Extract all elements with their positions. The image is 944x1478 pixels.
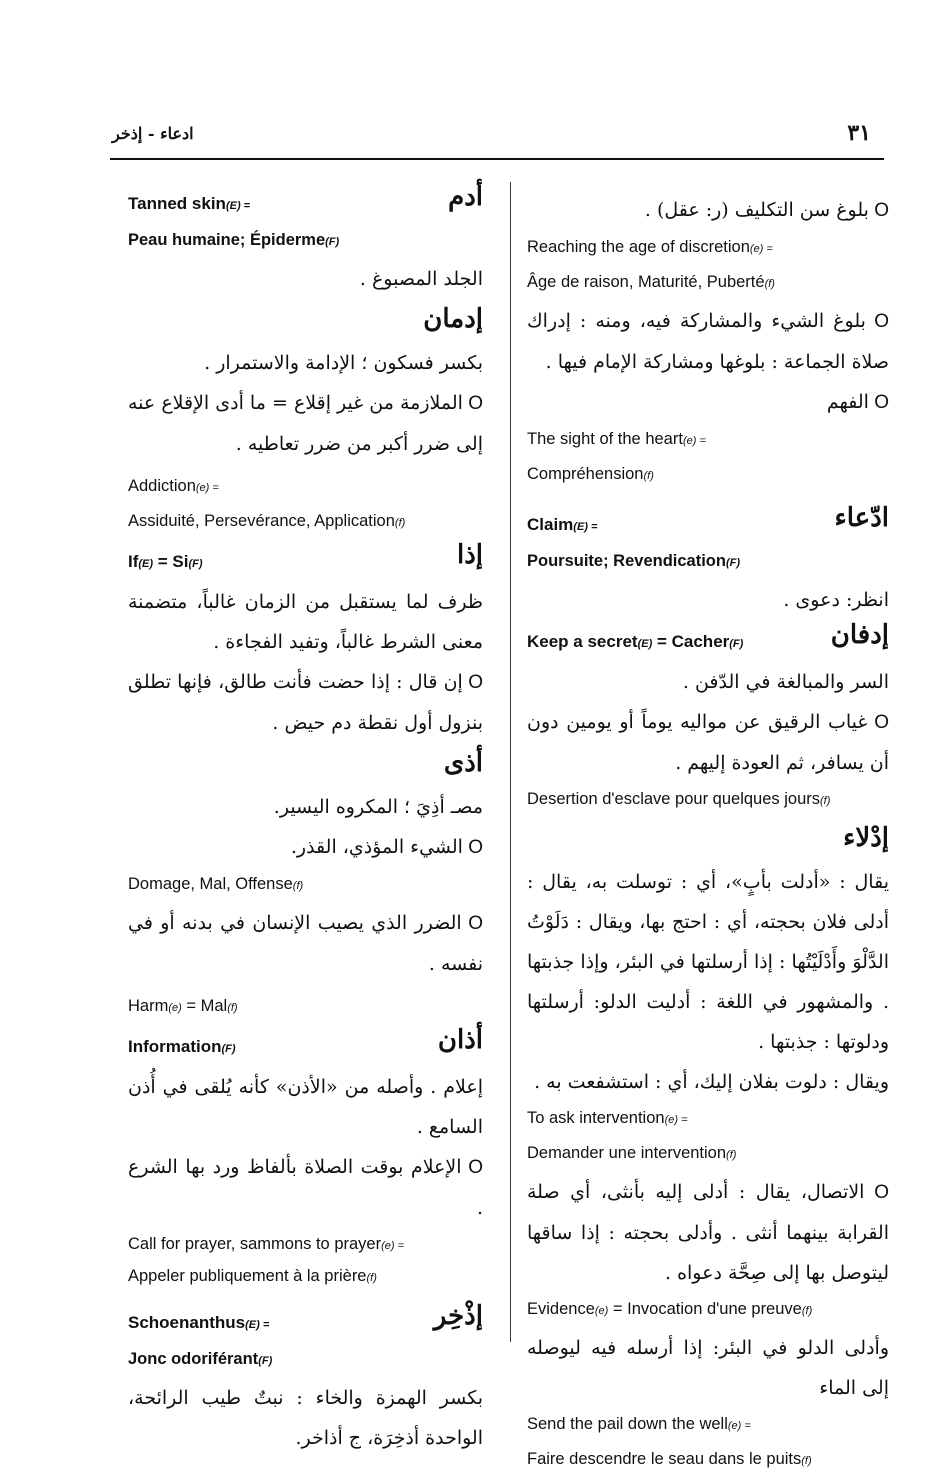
entry-iddia <box>527 503 889 620</box>
arabic-definition: مصـ أذِيَ ؛ المكروه اليسير. <box>273 796 483 818</box>
arabic-definition: الجلد المصبوغ . <box>359 268 483 290</box>
arabic-definition: السر والمبالغة في الدّفن . <box>682 671 889 693</box>
arabic-definition: O الملازمة من غير إقلاع = ما أدى الإقلاع عنه إلى ضرر أكبر من ضرر تعاطيه . <box>128 383 483 464</box>
french-term: Assiduité, Persevérance, Application(f) <box>128 512 406 530</box>
french-term: Appeler publiquement à la prière(f) <box>128 1267 377 1285</box>
french-term: Compréhension(f) <box>527 465 654 483</box>
header-rule <box>110 158 884 160</box>
french-term: Âge de raison, Maturité, Puberté(f) <box>527 273 775 291</box>
headword: إذْخِر <box>433 1301 483 1331</box>
english-term: Call for prayer, sammons to prayer(e) = <box>128 1235 405 1253</box>
french-term: Peau humaine; Épiderme(F) <box>128 231 340 249</box>
headword: إدفان <box>830 620 889 650</box>
term-equivalence: Keep a secret(E) = Cacher(F) <box>527 632 744 651</box>
french-term: Jonc odoriférant(F) <box>128 1350 273 1368</box>
entry-idman <box>128 299 483 540</box>
entry-idfan <box>527 620 889 818</box>
english-term: Tanned skin(E) = <box>128 194 251 213</box>
english-term: The sight of the heart(e) = <box>527 430 706 448</box>
arabic-definition: ويقال : دلوت بفلان إليك، أي : استشفعت به . <box>534 1071 889 1093</box>
entry-idha <box>128 540 483 743</box>
entry-adam <box>128 182 483 299</box>
arabic-definition: وأدلى الدلو في البئر: إذا أرسله فيه ليوصله إلى الماء <box>527 1337 889 1399</box>
arabic-definition: يقال : «أدلت بأبٍ»، أي : توسلت به، يقال : أدلى فلان بحجته، أي : احتج بها، ويقال : دَلَوْتُ الدَّلْوَ وأَدْلَيْتُها : إذا أرسلتها في البئر، وإذا جذبتها . والمشهور في اللغة : أدليت الدلو: أرسلتها ودلوتها : جذبتها . <box>527 871 889 1053</box>
arabic-definition: O بلوغ سن التكليف (ر: عقل) . <box>527 190 889 231</box>
arabic-definition: انظر: دعوى . <box>783 589 889 611</box>
page-number: ٣١ <box>847 120 871 146</box>
english-term: Schoenanthus(E) = <box>128 1313 270 1332</box>
arabic-definition: ظرف لما يستقبل من الزمان غالباً، متضمنة معنى الشرط غالباً، وتفيد الفجاءة . <box>128 591 483 653</box>
entry-adha <box>128 743 483 1025</box>
right-column <box>527 190 889 1478</box>
french-term: Demander une intervention(f) <box>527 1144 737 1162</box>
english-term: Information(F) <box>128 1037 236 1056</box>
headword: إذا <box>456 540 483 570</box>
arabic-definition: O إن قال : إذا حضت فأنت طالق، فإنها تطلق بنزول أول نقطة دم حيض . <box>128 662 483 743</box>
arabic-definition: O غياب الرقيق عن مواليه يوماً أو يومين دون أن يسافر، ثم العودة إليهم . <box>527 702 889 783</box>
term-equivalence: Harm(e) = Mal(f) <box>128 997 238 1015</box>
arabic-definition: بكسر الهمزة والخاء : نبتٌ طيب الرائحة، الواحدة أذخِرَة، ج أذاخر. <box>128 1387 483 1449</box>
headword: ادّعاء <box>834 503 889 533</box>
english-term: Reaching the age of discretion(e) = <box>527 238 773 256</box>
entry-idhkhir <box>128 1301 483 1458</box>
english-term: To ask intervention(e) = <box>527 1109 688 1127</box>
header-title: ادعاء - إذخر <box>112 124 194 143</box>
page-header <box>110 118 879 160</box>
left-column <box>128 182 483 1458</box>
english-term: Addiction(e) = <box>128 477 219 495</box>
english-term: Claim(E) = <box>527 515 598 534</box>
arabic-definition: بكسر فسكون ؛ الإدامة والاستمرار . <box>204 352 483 374</box>
french-term: Desertion d'esclave pour quelques jours(f) <box>527 790 831 808</box>
english-term: Send the pail down the well(e) = <box>527 1415 751 1433</box>
column-divider <box>510 182 511 1342</box>
term-equivalence: If(E) = Si(F) <box>128 552 203 571</box>
entry-idrak-continued <box>527 190 889 493</box>
entry-adhan <box>128 1025 483 1291</box>
arabic-definition: O الإعلام بوقت الصلاة بألفاظ ورد بها الشرع . <box>128 1147 483 1228</box>
term-equivalence: Evidence(e) = Invocation d'une preuve(f) <box>527 1300 813 1318</box>
headword: أذى <box>443 748 483 778</box>
headword: أذان <box>437 1025 483 1055</box>
french-term: Poursuite; Revendication(F) <box>527 552 740 570</box>
arabic-definition: O الشيء المؤذي، القذر. <box>128 827 483 868</box>
french-term: Domage, Mal, Offense(f) <box>128 875 304 893</box>
headword: إدمان <box>423 304 483 334</box>
arabic-definition: O بلوغ الشيء والمشاركة فيه، ومنه : إدراك صلاة الجماعة : بلوغها ومشاركة الإمام فيها . <box>527 301 889 382</box>
arabic-definition: O الاتصال، يقال : أدلى إليه بأنثى، أي صلة القرابة بينهما أنثى . وأدلى بحجته : إذا ساقها ليتوصل بها إلى صِحَّة دعواه . <box>527 1172 889 1293</box>
headword: أدم <box>448 182 483 212</box>
arabic-definition: إعلام . وأصله من «الأذن» كأنه يُلقى في أُذن السامع . <box>128 1076 483 1138</box>
french-term: Faire descendre le seau dans le puits(f) <box>527 1450 812 1468</box>
arabic-definition: O الفهم <box>527 382 889 423</box>
headword: إدْلاء <box>843 823 889 853</box>
entry-idla <box>527 818 889 1478</box>
arabic-definition: O الضرر الذي يصيب الإنسان في بدنه أو في نفسه . <box>128 903 483 984</box>
